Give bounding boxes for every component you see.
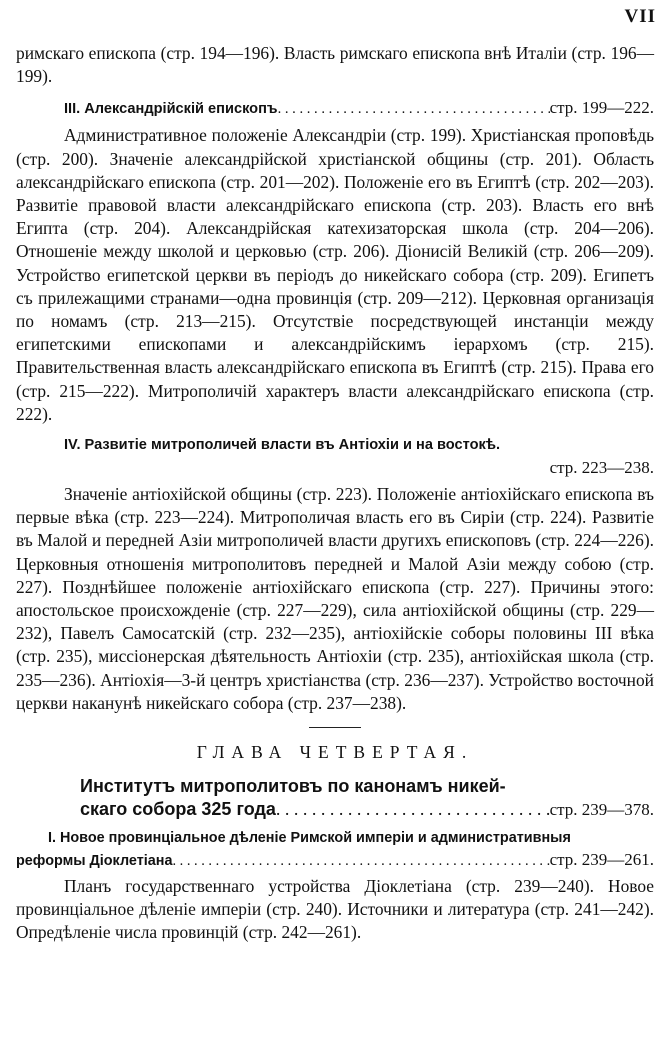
- section-3-pages: стр. 199—222.: [549, 98, 654, 118]
- institute-heading-line2-row: [80, 798, 654, 821]
- section-3-title: III. Александрійскій епископъ: [64, 101, 278, 118]
- institute-pages: стр. 239—378.: [549, 800, 654, 820]
- section-3-heading: [16, 96, 654, 121]
- section-4-body: Значеніе антіохійской общины (стр. 223). Положеніе антіохійскаго епископа въ первые вѣка (стр. 223—224). Митрополичая власть его въ Сиріи (стр. 224). Развитіе въ Малой и передней Азіи митрополичей власти другихъ епископовъ (стр. 224—226). Церковныя отношенія митрополитовъ передней и Малой Азіи между собою (стр. 227). Позднѣйшее положеніе антіохійскаго епископа (стр. 227). Причины этого: апостольское происхожденіе (стр. 227—229), сила антіохійской общины (стр. 229—232), Павелъ Самосатскій (стр. 232—235), антіохійскіе соборы половины III вѣка (стр. 235), миссіонерская дѣятельность Антіохіи (стр. 235), антіохійская школа (стр. 235—236). Антіохія—3-й центръ христіанства (стр. 236—237). Устройство восточной церкви наканунѣ никейскаго собора (стр. 237—238).: [16, 484, 654, 713]
- section-1-title-line2: реформы Діоклетіана: [16, 853, 173, 870]
- section-1-heading: [16, 827, 654, 872]
- section-1-pages: стр. 239—261.: [549, 850, 654, 870]
- institute-heading-line2: скаго собора 325 года: [80, 799, 276, 820]
- page-number: VII: [624, 6, 656, 27]
- section-3-body: Административное положеніе Александріи (стр. 199). Христіанская проповѣдь (стр. 200). Значеніе александрійской христіанской общины (стр. 201). Область александрійскаго епископа (стр. 201—202). Положеніе его въ Египтѣ (стр. 202—203). Развитіе правовой власти александрійскаго епископа (стр. 203). Власть его внѣ Египта (стр. 204). Александрійская катехизаторская школа (стр. 204—206). Отношеніе между школой и церковью (стр. 206). Діонисій Великій (стр. 206—209). Устройство египетской церкви въ періодъ до никейскаго собора (стр. 209). Египетъ съ прилежащими странами—одна провинція (стр. 209—212). Церковная организація по номамъ (стр. 213—215). Отсутствіе посредствующей инстанціи между египетскими епископами и александрійскимъ іерархомъ (стр. 215). Правительственная власть александрійскаго епископа въ Египтѣ (стр. 215). Права его (стр. 215—222). Митрополичій характеръ власти александрійскаго епископа (стр. 222).: [16, 125, 654, 424]
- section-1-title-line1: I. Новое провинціальное дѣленіе Римской имперіи и административныя: [48, 830, 571, 847]
- institute-heading: [16, 775, 654, 821]
- section-1-body: Планъ государственнаго устройства Діоклетіана (стр. 239—240). Новое провинціальное дѣленіе имперіи (стр. 240). Источники и литература (стр. 241—242). Опредѣленіе числа провинцій (стр. 242—261).: [16, 876, 654, 943]
- page-content: [16, 42, 654, 945]
- section-4-heading: [16, 434, 654, 457]
- section-4-pages: стр. 223—238.: [549, 458, 654, 478]
- leader-dots: [276, 798, 550, 821]
- section-4-title: IV. Развитіе митрополичей власти въ Антіохіи и на востокѣ.: [64, 437, 501, 454]
- institute-heading-line1: Институтъ митрополитовъ по канонамъ никей-: [80, 776, 506, 797]
- section-1-title-row: [16, 849, 654, 872]
- chapter-heading: ГЛАВА ЧЕТВЕРТАЯ.: [196, 742, 474, 763]
- leader-dots: [172, 850, 549, 872]
- leader-dots: [278, 98, 550, 121]
- continued-paragraph: римскаго епископа (стр. 194—196). Власть римскаго епископа внѣ Италіи (стр. 196—199).: [16, 43, 654, 87]
- divider-rule: [309, 727, 361, 728]
